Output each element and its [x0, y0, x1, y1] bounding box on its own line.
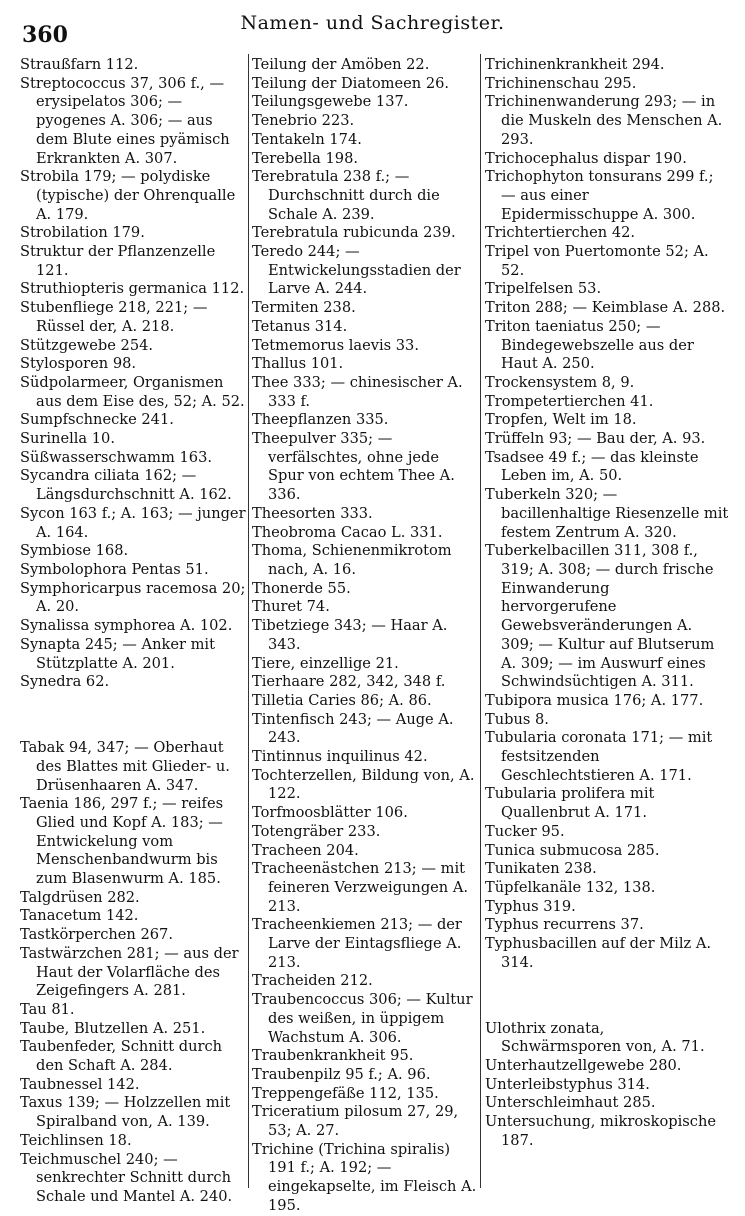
index-entry: Terebella 198. — [252, 149, 358, 167]
index-entry: Tabak 94, 347; — Oberhaut des Blattes mit Glieder- u. Drüsenhaaren A. 347. — [20, 739, 230, 794]
index-entry: Tucker 95. — [485, 822, 565, 840]
index-entry: Tenebrio 223. — [252, 112, 355, 130]
index-entry: Synalissa symphorea A. 102. — [20, 617, 233, 635]
index-entry: Taube, Blutzellen A. 251. — [20, 1019, 206, 1037]
index-entry: Sycon 163 f.; A. 163; — junger A. 164. — [20, 504, 246, 541]
index-entry: Tracheen 204. — [252, 841, 359, 859]
index-entry: Tunica submucosa 285. — [485, 841, 660, 859]
index-entry: Streptococcus 37, 306 f., — erysipelatos 306; — pyogenes A. 306; — aus dem Blute eines pyämisch Erkrankten A. 307. — [20, 74, 230, 167]
index-entry: Treppengefäße 112, 135. — [252, 1084, 439, 1102]
index-entry: Tastwärzchen 281; — aus der Haut der Volarfläche des Zeigefingers A. 281. — [20, 944, 239, 1000]
index-entry: Thonerde 55. — [252, 579, 351, 597]
index-entry: Tibetziege 343; — Haar A. 343. — [252, 617, 448, 653]
index-entry: Trockensystem 8, 9. — [485, 373, 635, 391]
index-entry: Teichlinsen 18. — [20, 1131, 132, 1149]
index-entry: Unterhautzellgewebe 280. — [485, 1057, 682, 1075]
index-entry: Stylosporen 98. — [20, 355, 137, 373]
index-entry: Trompetertierchen 41. — [485, 392, 654, 410]
index-entry: Sycandra ciliata 162; — Längsdurchschnitt A. 162. — [20, 467, 232, 504]
index-entry: Trüffeln 93; — Bau der, A. 93. — [485, 430, 706, 448]
index-entry: Tunikaten 238. — [485, 860, 597, 878]
index-entry: Tubus 8. — [485, 710, 549, 728]
index-entry: Traubenpilz 95 f.; A. 96. — [252, 1065, 431, 1083]
index-entry: Surinella 10. — [20, 430, 115, 448]
index-entry: Trichinenschau 295. — [485, 74, 637, 92]
index-entry: Süßwasserschwamm 163. — [20, 448, 212, 466]
index-entry: Strobila 179; — polydiske (typische) der Ohrenqualle A. 179. — [20, 168, 236, 223]
index-entry: Tintenfisch 243; — Auge A. 243. — [252, 710, 454, 747]
index-entry: Trichtertierchen 42. — [485, 224, 636, 242]
index-entry: Tracheiden 212. — [252, 972, 373, 990]
index-entry: Triceratium pilosum 27, 29, 53; A. 27. — [252, 1103, 459, 1140]
index-entry: Tau 81. — [20, 1000, 75, 1018]
index-column-3 — [485, 56, 729, 1151]
column-rule — [480, 54, 481, 1188]
index-entry: Unterleibstyphus 314. — [485, 1075, 650, 1093]
index-entry: Tuberkelbacillen 311, 308 f., 319; A. 308; — durch frische Einwanderung hervorgerufene Gewebsveränderungen A. 309; — Kultur auf Blutserum A. 309; — im Auswurf eines Schwindsüchtigen A. 311. — [485, 542, 715, 691]
index-entry: Theepflanzen 335. — [252, 411, 389, 429]
index-entry: Talgdrüsen 282. — [20, 888, 140, 906]
index-entry: Triton taeniatus 250; — Bindegewebszelle aus der Haut A. 250. — [485, 317, 694, 373]
letter-section-gap — [485, 987, 729, 1005]
index-entry: Tracheenkiemen 213; — der Larve der Eintagsfliege A. 213. — [252, 916, 462, 971]
index-entry: Traubencoccus 306; — Kultur des weißen, in üppigem Wachstum A. 306. — [252, 991, 473, 1046]
letter-section-gap — [20, 707, 246, 725]
running-head: Namen- und Sachregister. — [240, 12, 505, 34]
index-column-1 — [20, 56, 246, 1207]
index-entry: Taenia 186, 297 f.; — reifes Glied und Kopf A. 183; — Entwickelung vom Menschenbandwurm bis zum Blasenwurm A. 185. — [20, 795, 224, 888]
index-entry: Tubipora musica 176; A. 177. — [485, 691, 704, 709]
index-entry: Straußfarn 112. — [20, 56, 139, 73]
index-entry: Synapta 245; — Anker mit Stützplatte A. 201. — [20, 635, 215, 672]
index-entry: Symbolophora Pentas 51. — [20, 560, 209, 578]
index-entry: Stubenfliege 218, 221; — Rüssel der, A. 218. — [20, 299, 208, 335]
index-entry: Symphoricarpus racemosa 20; A. 20. — [20, 579, 246, 616]
index-entry: Thallus 101. — [252, 355, 344, 373]
index-entry: Teichmuschel 240; — senkrechter Schnitt durch Schale und Mantel A. 240. — [20, 1150, 233, 1205]
index-entry: Untersuchung, mikroskopische 187. — [485, 1113, 716, 1149]
index-entry: Tiere, einzellige 21. — [252, 654, 399, 672]
index-entry: Typhus recurrens 37. — [485, 916, 644, 934]
index-entry: Totengräber 233. — [252, 822, 381, 840]
index-entry: Tastkörperchen 267. — [20, 926, 173, 944]
index-entry: Tracheenästchen 213; — mit feineren Verzweigungen A. 213. — [252, 860, 469, 915]
index-entry: Terebratula rubicunda 239. — [252, 224, 456, 242]
index-entry: Struktur der Pflanzenzelle 121. — [20, 243, 216, 279]
page-number: 360 — [22, 22, 68, 48]
index-entry: Teilung der Amöben 22. — [252, 56, 430, 73]
index-entry: Tetmemorus laevis 33. — [252, 336, 419, 354]
index-entry: Tintinnus inquilinus 42. — [252, 748, 428, 766]
index-entry: Tuberkeln 320; — bacillenhaltige Riesenzelle mit festem Zentrum A. 320. — [485, 486, 729, 541]
index-entry: Taubnessel 142. — [20, 1075, 140, 1093]
index-entry: Tanacetum 142. — [20, 907, 139, 925]
index-entry: Symbiose 168. — [20, 542, 129, 560]
index-entry: Tubularia prolifera mit Quallenbrut A. 171. — [485, 785, 655, 822]
index-entry: Thee 333; — chinesischer A. 333 f. — [252, 373, 463, 410]
index-entry: Tsadsee 49 f.; — das kleinste Leben im, A. 50. — [485, 448, 699, 485]
index-entry: Taubenfeder, Schnitt durch den Schaft A. 284. — [20, 1038, 223, 1075]
index-entry: Tubularia coronata 171; — mit festsitzenden Geschlechtstieren A. 171. — [485, 729, 713, 784]
index-entry: Torfmoosblätter 106. — [252, 804, 408, 822]
index-entry: Südpolarmeer, Organismen aus dem Eise des, 52; A. 52. — [20, 373, 245, 410]
index-entry: Teredo 244; — Entwickelungsstadien der Larve A. 244. — [252, 243, 461, 298]
index-entry: Typhus 319. — [485, 897, 576, 915]
index-entry: Taxus 139; — Holzzellen mit Spiralband von, A. 139. — [20, 1094, 231, 1131]
index-entry: Tüpfelkanäle 132, 138. — [485, 878, 656, 896]
index-entry: Struthiopteris germanica 112. — [20, 280, 245, 298]
column-rule — [248, 54, 249, 1188]
index-entry: Termiten 238. — [252, 299, 356, 317]
index-entry: Typhusbacillen auf der Milz A. 314. — [485, 935, 712, 971]
index-entry: Thoma, Schienenmikrotom nach, A. 16. — [252, 542, 452, 578]
index-entry: Strobilation 179. — [20, 224, 145, 242]
index-entry: Triton 288; — Keimblase A. 288. — [485, 299, 726, 317]
index-entry: Tilletia Caries 86; A. 86. — [252, 691, 432, 709]
index-entry: Unterschleimhaut 285. — [485, 1094, 656, 1112]
index-entry: Sumpfschnecke 241. — [20, 411, 174, 429]
index-entry: Tetanus 314. — [252, 317, 348, 335]
index-entry: Thuret 74. — [252, 598, 330, 616]
index-entry: Trichophyton tonsurans 299 f.; — aus einer Epidermisschuppe A. 300. — [485, 168, 714, 223]
index-entry: Ulothrix zonata, Schwärmsporen von, A. 71. — [485, 1019, 705, 1056]
index-entry: Terebratula 238 f.; — Durchschnitt durch die Schale A. 239. — [252, 168, 440, 223]
index-entry: Trichinenwanderung 293; — in die Muskeln des Menschen A. 293. — [485, 93, 723, 148]
index-entry: Synedra 62. — [20, 673, 110, 691]
index-entry: Tochterzellen, Bildung von, A. 122. — [252, 766, 475, 803]
index-entry: Tripelfelsen 53. — [485, 280, 602, 298]
index-entry: Tripel von Puertomonte 52; A. 52. — [485, 243, 709, 279]
index-entry: Theesorten 333. — [252, 504, 373, 522]
index-entry: Trichinenkrankheit 294. — [485, 56, 665, 73]
index-entry: Traubenkrankheit 95. — [252, 1047, 414, 1065]
index-entry: Teilungsgewebe 137. — [252, 93, 409, 111]
index-entry: Trichine (Trichina spiralis) 191 f.; A. 192; — eingekapselte, im Fleisch A. 195. — [252, 1140, 477, 1214]
index-entry: Teilung der Diatomeen 26. — [252, 74, 450, 92]
index-entry: Tropfen, Welt im 18. — [485, 411, 637, 429]
index-entry: Stützgewebe 254. — [20, 336, 154, 354]
index-entry: Theobroma Cacao L. 331. — [252, 523, 443, 541]
index-entry: Tierhaare 282, 342, 348 f. — [252, 673, 446, 691]
index-entry: Trichocephalus dispar 190. — [485, 149, 687, 167]
index-entry: Tentakeln 174. — [252, 130, 362, 148]
index-column-2 — [252, 56, 477, 1216]
index-entry: Theepulver 335; — verfälschtes, ohne jede Spur von echtem Thee A. 336. — [252, 430, 455, 504]
